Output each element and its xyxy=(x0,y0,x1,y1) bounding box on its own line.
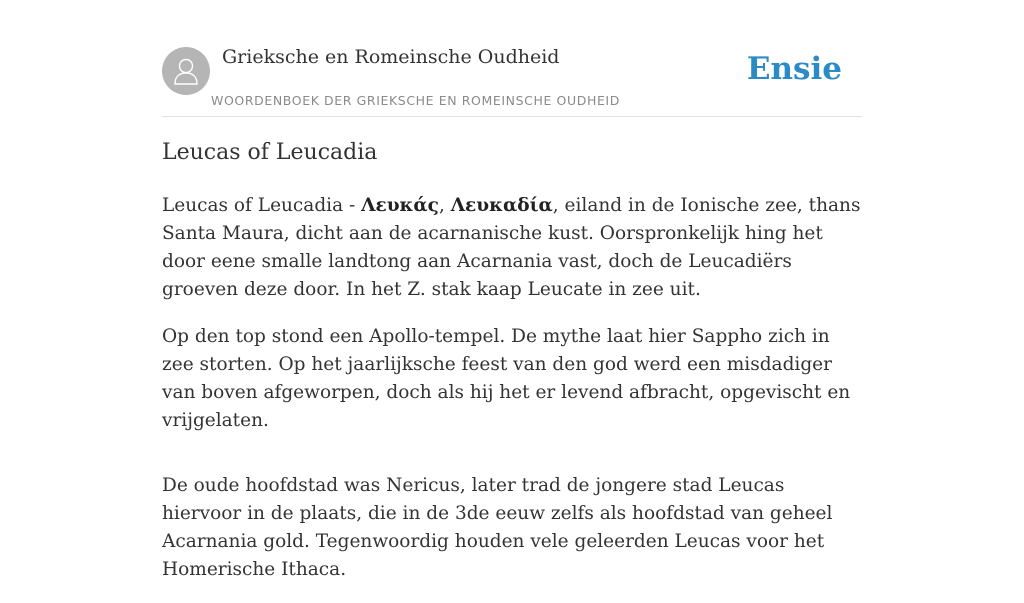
entry-content xyxy=(162,192,862,603)
entry-lead: Leucas of Leucadia - xyxy=(162,195,362,216)
avatar[interactable] xyxy=(162,47,210,95)
dictionary-subtitle: WOORDENBOEK DER GRIEKSCHE EN ROMEINSCHE OUDHEID xyxy=(211,93,620,108)
entry-paragraph-2: Op den top stond een Apollo-tempel. De mythe laat hier Sappho zich in zee storten. Op het jaarlijksche feest van den god werd een misdadiger van boven afgeworpen, doch als hij het er levend afbracht, opgevischt en vrijgelaten. xyxy=(162,326,851,431)
dictionary-title[interactable]: Grieksche en Romeinsche Oudheid xyxy=(222,46,560,68)
entry-paragraph-1 xyxy=(162,192,862,304)
header xyxy=(162,0,862,117)
entry-paragraph-3: De oude hoofdstad was Nericus, later trad de jongere stad Leucas hiervoor in de plaats, die in de 3de eeuw zelfs als hoofdstad van geheel Acarnania gold. Tegenwoordig houden vele geleerden Leucas voor het Homerische Ithaca. xyxy=(162,475,833,580)
entry-paragraph-1-rest: , eiland in de Ionische zee, thans Santa Maura, dicht aan de acarnanische kust. Oorspronkelijk hing het door eene smalle landtong aan Acarnania vast, doch de Leucadiërs groeven deze door. In het Z. stak kaap Leucate in zee uit. xyxy=(162,195,861,300)
greek-term-leukas: Λευκάς xyxy=(361,195,439,216)
page-title: Leucas of Leucadia xyxy=(162,140,378,165)
greek-separator: , xyxy=(438,195,451,216)
user-silhouette-icon xyxy=(172,56,200,86)
brand-logo[interactable]: Ensie xyxy=(746,51,842,87)
greek-term-leukadia: Λευκαδία xyxy=(450,195,553,216)
page xyxy=(162,0,862,580)
